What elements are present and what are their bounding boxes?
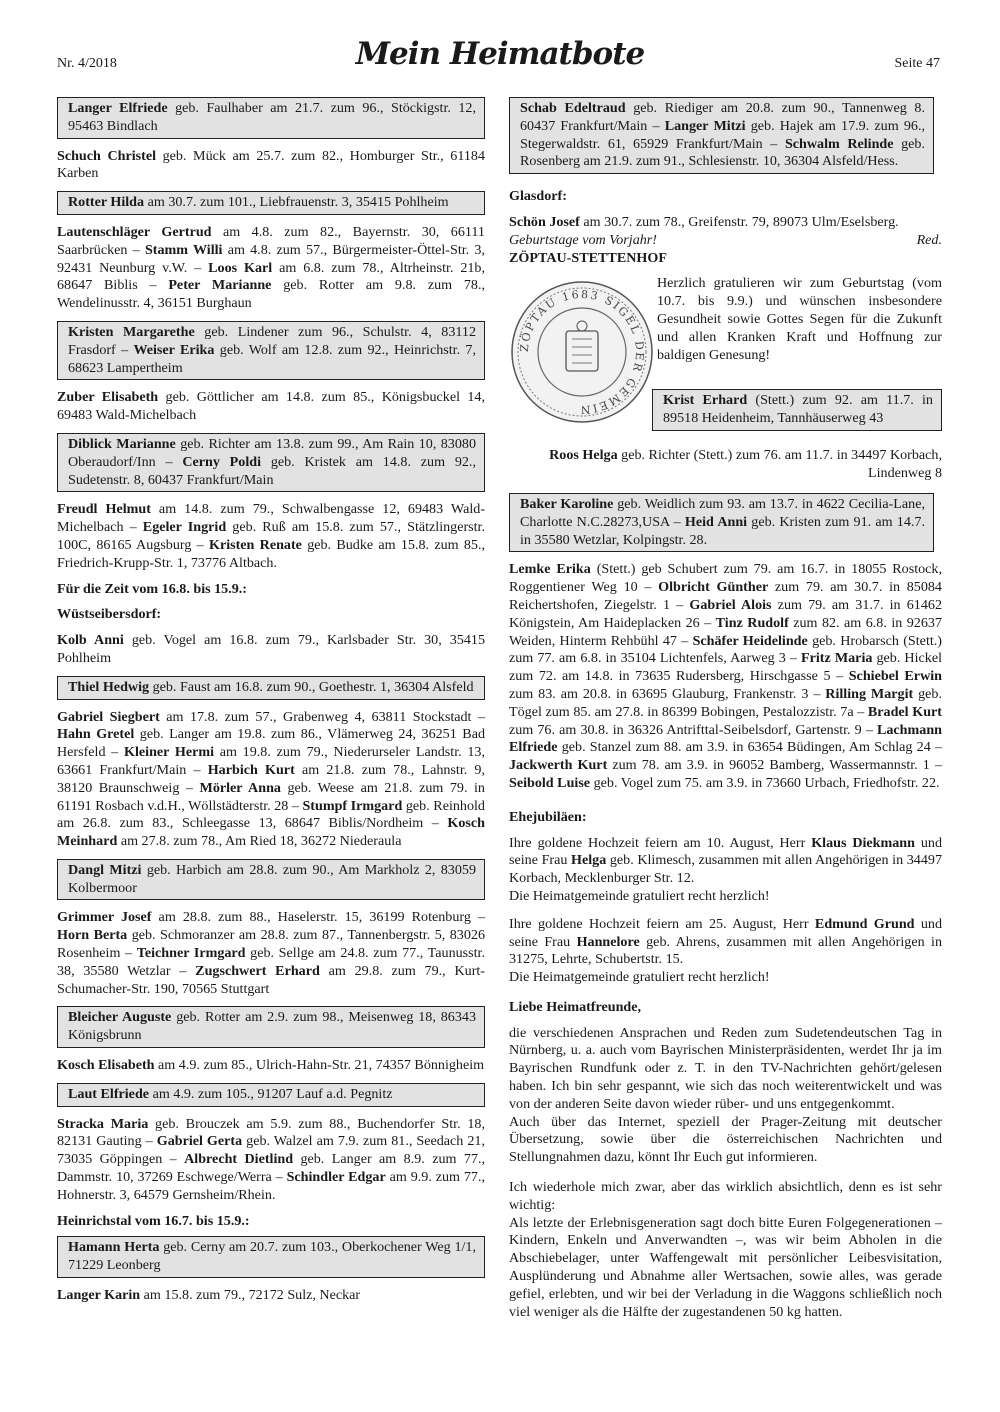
section-heading: Heinrichstal vom 16.7. bis 15.9.: xyxy=(57,1212,250,1229)
birthday-entry: Schuch Christel geb. Mück am 25.7. zum 82., Homburger Str., 61184 Karben xyxy=(57,147,485,182)
highlight-box: Thiel Hedwig geb. Faust am 16.8. zum 90., Goethestr. 1, 36304 Alsfeld xyxy=(57,676,485,700)
birthday-entry: Langer Karin am 15.8. zum 79., 72172 Sulz, Neckar xyxy=(57,1287,361,1304)
municipal-seal-icon xyxy=(509,279,655,425)
section-heading: Ehejubiläen: xyxy=(509,808,587,825)
highlight-box: Hamann Herta geb. Cerny am 20.7. zum 103., Oberkochener Weg 1/1, 71229 Leonberg xyxy=(57,1236,485,1278)
birthday-entry: Kosch Elisabeth am 4.9. zum 85., Ulrich-Hahn-Str. 21, 74357 Bönnigheim xyxy=(57,1057,485,1074)
highlight-box: Langer Elfriede geb. Faulhaber am 21.7. zum 96., Stöckigstr. 12, 95463 Bindlach xyxy=(57,97,485,139)
highlight-box: Dangl Mitzi geb. Harbich am 28.8. zum 90., Am Markholz 2, 83059 Kolbermoor xyxy=(57,859,485,901)
seal-section xyxy=(509,275,942,443)
birthday-entry: Kolb Anni geb. Vogel am 16.8. zum 79., Karlsbader Str. 30, 35415 Pohlheim xyxy=(57,632,485,666)
birthday-entry: Freudl Helmut am 14.8. zum 79., Schwalbengasse 12, 69483 Wald-Michelbach – Egeler Ingrid geb. Ruß am 15.8. zum 57., Stätzlingerstr. 100C, 86165 Augsburg – Kristen Renate geb. Budke am 15.8. zum 85., Friedrich-Krupp-Str. 1, 73776 Altbach. xyxy=(57,501,486,571)
section-heading: Für die Zeit vom 16.8. bis 15.9.: xyxy=(57,580,248,597)
editor-note: Geburtstage vom Vorjahr! Red. xyxy=(509,231,942,248)
village-heading: Glasdorf: xyxy=(509,188,567,205)
highlight-box: Kristen Margarethe geb. Lindener zum 96., Schulstr. 4, 83112 Frasdorf – Weiser Erika geb. Wolf am 12.8. zum 92., Heinrichstr. 7, 68623 Lampertheim xyxy=(57,321,485,380)
anniversary-entry: Ihre goldene Hochzeit feiern am 25. August, Herr Edmund Grund und seine Frau Hannelore geb. Ahrens, zusammen mit allen Angehörigen in 31275, Lehrte, Schubertstr. 15. Die Heimatgemeinde gratuliert recht herzlich! xyxy=(509,915,942,986)
seal-ring-text: ZÖPTAU 1683 SIGEL DER GEMEIN xyxy=(517,288,647,417)
highlight-box: Bleicher Auguste geb. Rotter am 2.9. zum 98., Meisenweg 18, 86343 Königsbrunn xyxy=(57,1006,485,1048)
birthday-entry: Grimmer Josef am 28.8. zum 88., Haselerstr. 15, 36199 Rotenburg – Horn Berta geb. Schmoranzer am 28.8. zum 87., Tannenbergstr. 5, 83026 Rosenheim – Teichner Irmgard geb. Sellge am 24.8. zum 77., Taunusstr. 38, 35580 Wetzlar – Zugschwert Erhard am 29.8. zum 79., Kurt-Schumacher-Str. 190, 70565 Stuttgart xyxy=(57,909,486,997)
highlight-box: Diblick Marianne geb. Richter am 13.8. zum 99., Am Rain 10, 83080 Oberaudorf/Inn – Cerny Poldi geb. Kristek am 14.8. zum 92., Sudetenstr. 8, 60437 Frankfurt/Main xyxy=(57,433,485,492)
letter-paragraph: Ich wiederhole mich zwar, aber das wirklich absichtlich, denn es ist sehr wichtig: xyxy=(509,1179,942,1213)
anniversary-entry: Ihre goldene Hochzeit feiern am 10. August, Herr Klaus Diekmann und seine Frau Helga geb. Klimesch, zusammen mit allen Angehörigen in 34497 Korbach, Mecklenburger Str. 12. Die Heimatgemeinde gratuliert recht herzlich! xyxy=(509,834,942,904)
letter-paragraph: die verschiedenen Ansprachen und Reden zum Sudetendeutschen Tag in Nürnberg, u. a. auch vom Bayrischen Ministerpräsidenten, werdet Ihr ja im Bayrischen Rundfunk oder z. T. in den TV-Nachrichten gehört/gelesen haben. Ich bin sehr gespannt, wie sich das noch weiterentwickelt und was von der anderen Seite davon wieder rüber- und uns entgegenkommt. xyxy=(509,1024,942,1112)
letter-paragraph: Auch über das Internet, speziell der Prager-Zeitung mit deutscher Übersetzung, sowie über die österreichischen Nachrichten und Stellungnahmen dazu, könnt Ihr Euch gut informieren. xyxy=(509,1113,942,1166)
highlight-box: Rotter Hilda am 30.7. zum 101., Liebfrauenstr. 3, 35415 Pohlheim xyxy=(57,191,485,215)
birthday-entry: Schön Josef am 30.7. zum 78., Greifenstr. 79, 89073 Ulm/Eselsberg. xyxy=(509,213,899,230)
birthday-entry: Stracka Maria geb. Brouczek am 5.9. zum 88., Buchendorfer Str. 18, 82131 Gauting – Gabriel Gerta geb. Walzel am 7.9. zum 81., Seedach 21, 73035 Göppingen – Albrecht Dietlind geb. Langer am 8.9. zum 77., Dammstr. 10, 37269 Eschwege/Werra – Schindler Edgar am 9.9. zum 77., Hohnerstr. 3, 64579 Gernsheim/Rhein. xyxy=(57,1115,486,1203)
highlight-box: Laut Elfriede am 4.9. zum 105., 91207 Lauf a.d. Pegnitz xyxy=(57,1083,485,1107)
birthday-entry: Zuber Elisabeth geb. Göttlicher am 14.8. zum 85., Königsbuckel 14, 69483 Wald-Michelbach xyxy=(57,389,485,424)
birthday-entry: Lemke Erika (Stett.) geb Schubert zum 79. am 16.7. in 18055 Rostock, Roggentiener Weg 10 – Olbricht Günther zum 79. am 30.7. in 85084 Reichertshofen, Ziegelstr. 1 – Gabriel Alois zum 79. am 31.7. in 61462 Königstein, Am Haideplacken 26 – Tinz Rudolf zum 82. am 6.8. in 92637 Weiden, Hinterm Rehbühl 47 – Schäfer Heidelinde geb. Hrobarsch (Stett.) zum 77. am 6.8. in 35104 Lichtenfels, Aarweg 3 – Fritz Maria geb. Hickel zum 72. am 14.8. in 73635 Rudersberg, Hirschgasse 5 – Schiebel Erwin zum 83. am 20.8. in 63695 Glauburg, Frankenstr. 3 – Rilling Margit geb. Tögel zum 85. am 27.8. in 86399 Bobingen, Pestalozzistr. 7a – Bradel Kurt zum 76. am 30.8. in 36326 Antrifttal-Seibelsdorf, Gartenstr. 9 – Lachmann Elfriede geb. Stanzel zum 88. am 3.9. in 63654 Büdingen, Am Schlag 24 – Jackwerth Kurt zum 78. am 3.9. in 96052 Bamberg, Wassermannstr. 1 – Seibold Luise geb. Vogel zum 75. am 3.9. in 73660 Urbach, Friedhofstr. 22. xyxy=(509,561,942,791)
birthday-entry: Lautenschläger Gertrud am 4.8. zum 82., Bayernstr. 30, 66111 Saarbrücken – Stamm Willi am 4.8. zum 57., Bürgermeister-Öttel-Str. 3, 92431 Neunburg v.W. – Loos Karl am 6.8. zum 78., Altrheinstr. 21b, 68647 Biblis – Peter Marianne geb. Rotter am 9.8. zum 78., Wendelinusstr. 4, 36151 Burghaun xyxy=(57,223,486,312)
congratulation-intro: Herzlich gratulieren wir zum Geburtstag (vom 10.7. bis 9.9.) und wünschen insbesondere Gesundheit sowie Gottes Segen für die Zukunft und allen Kranken Kraft und Hoffnung zur baldigen Genesung! xyxy=(657,275,942,363)
issue-number: Nr. 4/2018 xyxy=(57,56,117,71)
highlight-box: Krist Erhard (Stett.) zum 92. am 11.7. in 89518 Heidenheim, Tannhäuserweg 43 xyxy=(652,389,942,431)
highlight-box: Schab Edeltraud geb. Riediger am 20.8. zum 90., Tannenweg 8. 60437 Frankfurt/Main – Langer Mitzi geb. Hajek am 17.9. zum 96., Stegerwaldstr. 61, 65929 Frankfurt/Main – Schwalm Relinde geb. Rosenberg am 21.9. zum 91., Schlesienstr. 10, 36304 Alsfeld/Hess. xyxy=(509,97,934,174)
left-column xyxy=(57,97,485,1313)
letter-paragraph: Als letzte der Erlebnisgeneration sagt doch bitte Euren Folgegenerationen – Kindern, Enkeln und Anverwandten –, was wir beim Abholen in die Abschiebelager, unter Waffengewalt mit persönlicher Leibesvisitation, Ausplünderung und Abnahme aller Wertsachen, sowie alles, was gerade gefiel, erlebten, und wir bei der Verladung in die Waggons schließlich noch viel weniger als die Hälfte der zugestandenen 50 kg hatten. xyxy=(509,1214,942,1320)
page-header xyxy=(0,0,1000,80)
village-heading: Wüstseibersdorf: xyxy=(57,606,162,623)
birthday-entry: Roos Helga geb. Richter (Stett.) zum 76. am 11.7. in 34497 Korbach, Lindenweg 8 xyxy=(549,447,942,482)
birthday-entry: Gabriel Siegbert am 17.8. zum 57., Grabenweg 4, 63811 Stockstadt – Hahn Gretel geb. Langer am 19.8. zum 86., Vlämerweg 24, 36251 Bad Hersfeld – Kleiner Hermi am 19.8. zum 79., Niederurseler Landstr. 13, 63661 Frankfurt/Main – Harbich Kurt am 21.8. zum 78., Lahnstr. 9, 38120 Braunschweig – Mörler Anna geb. Weese am 21.8. zum 79. in 61191 Rosbach v.d.H., Wöllstädterstr. 28 – Stumpf Irmgard geb. Reinhold am 26.8. zum 83., Schleegasse 13, 68647 Biblis/Nordheim – Kosch Meinhard am 27.8. zum 78., Am Ried 18, 36272 Niederaula xyxy=(57,708,486,850)
highlight-box: Baker Karoline geb. Weidlich zum 93. am 13.7. in 4622 Cecilia-Lane, Charlotte N.C.28273,USA – Heid Anni geb. Kristen zum 91. am 14.7. in 35580 Wetzlar, Kolpingstr. 28. xyxy=(509,493,934,552)
letter-greeting: Liebe Heimatfreunde, xyxy=(509,998,642,1015)
page-number: Seite 47 xyxy=(894,56,940,71)
section-title: ZÖPTAU-STETTENHOF xyxy=(509,249,667,266)
right-column xyxy=(509,97,942,1321)
masthead-logo: Mein Heimatbote xyxy=(355,36,645,72)
